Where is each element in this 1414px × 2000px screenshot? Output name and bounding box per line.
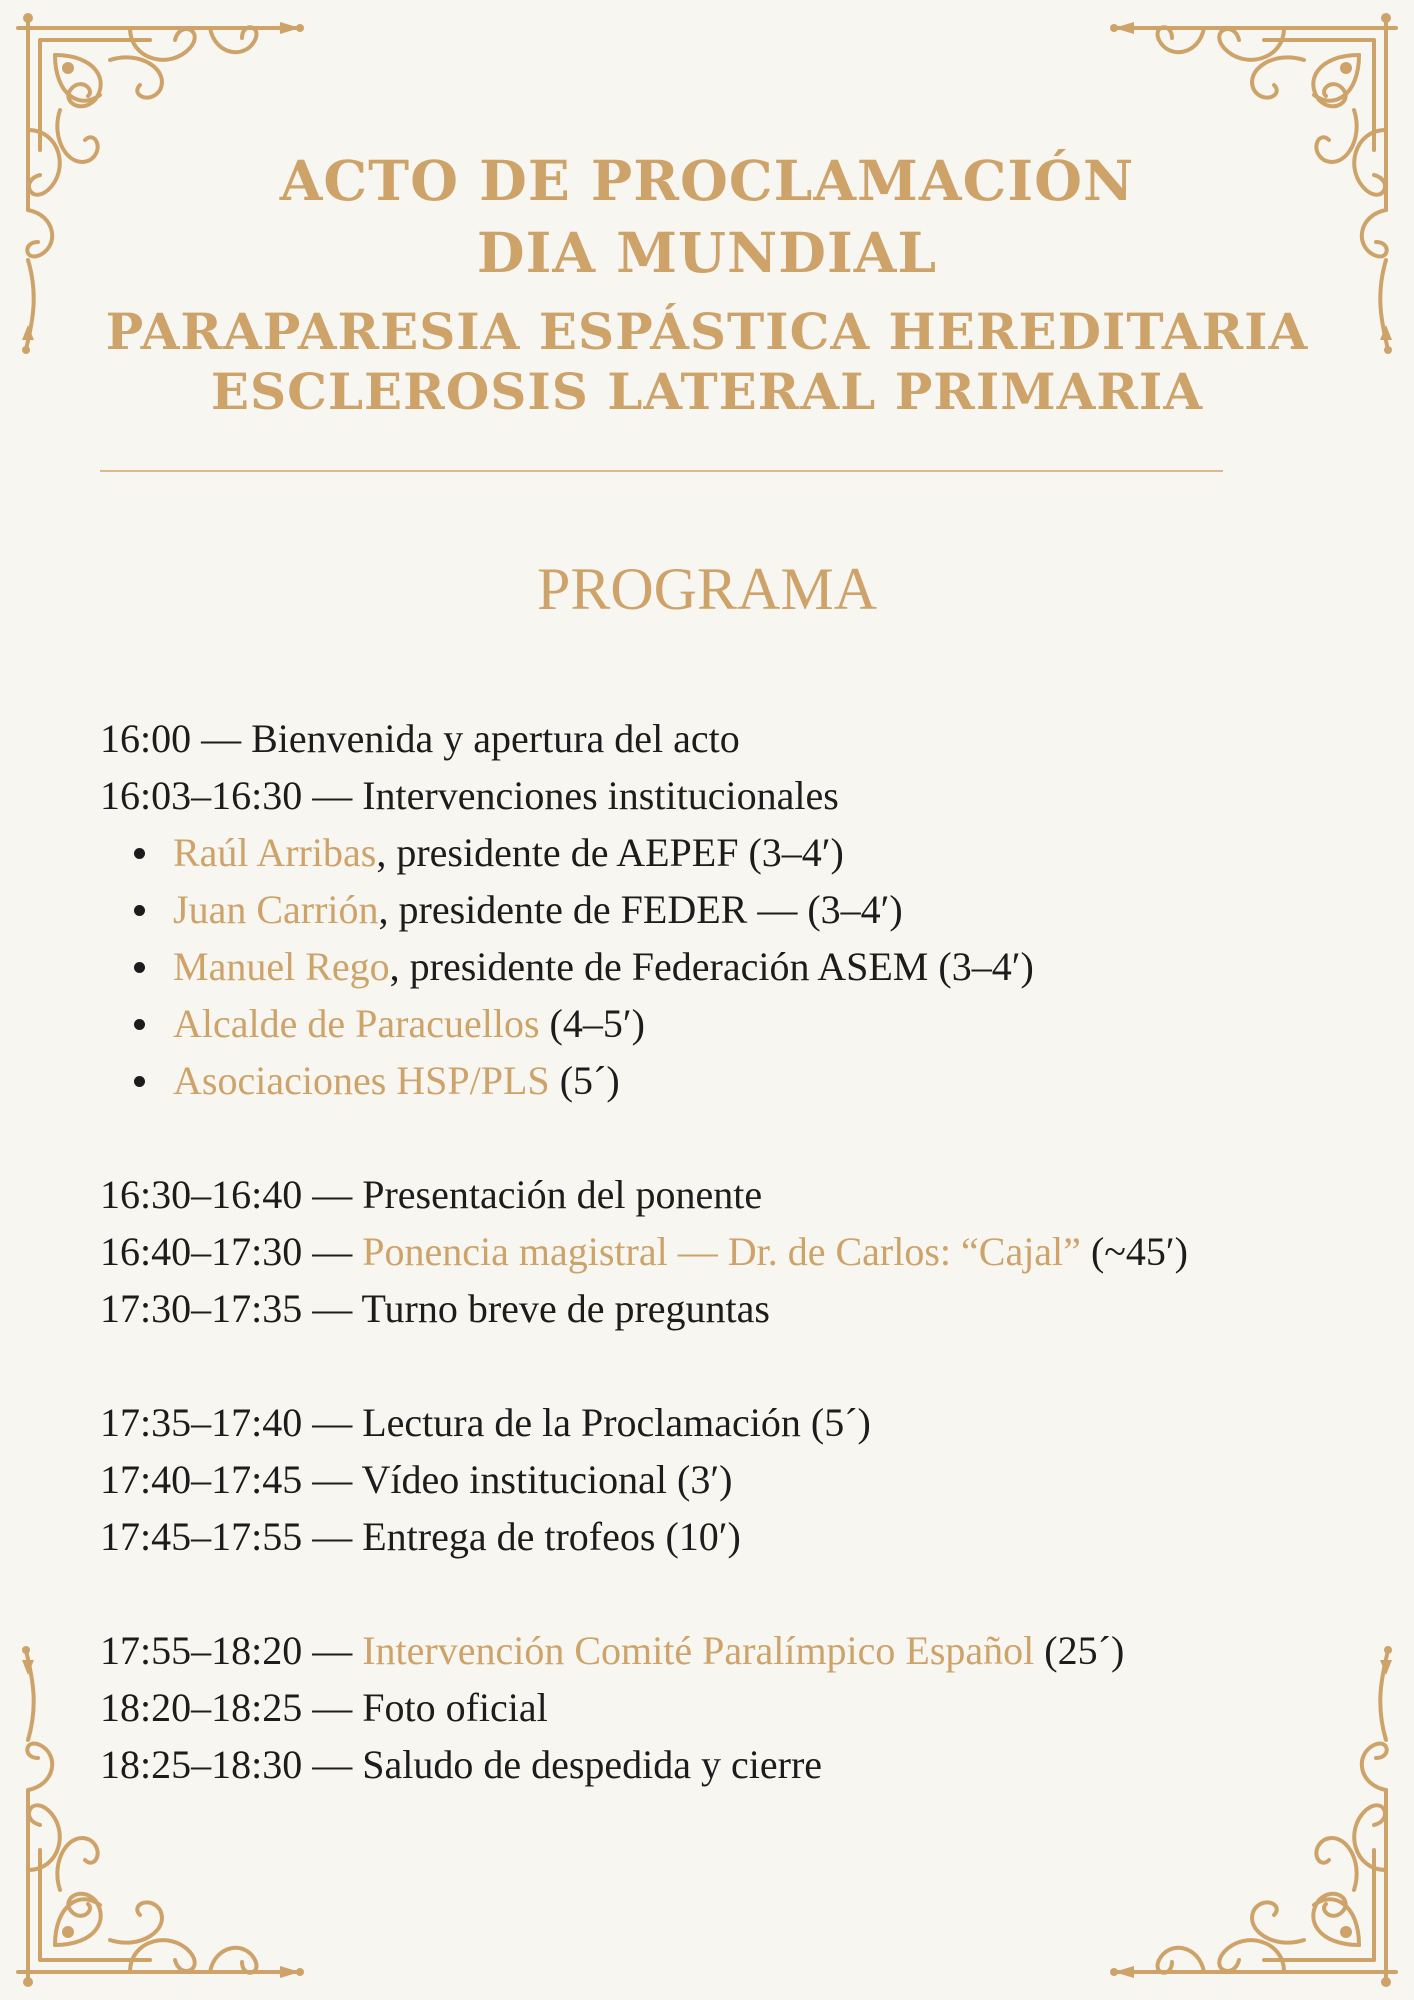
schedule-time: 17:55–18:20 — [100, 1628, 363, 1673]
spacer [100, 1109, 1350, 1166]
schedule-item [100, 1280, 1350, 1337]
schedule-time: 17:45–17:55 — [100, 1514, 363, 1559]
speaker-name: Alcalde de Paracuellos [173, 1001, 540, 1046]
schedule-text: Bienvenida y apertura del acto [251, 716, 740, 761]
schedule-text: Intervenciones institucionales [362, 773, 839, 818]
schedule-item [100, 1679, 1350, 1736]
schedule-list [100, 710, 1350, 1793]
subtitle-line-2: ESCLEROSIS LATERAL PRIMARIA [210, 362, 1204, 421]
schedule-text: Vídeo institucional (3′) [361, 1457, 733, 1502]
speaker-detail: (5´) [549, 1058, 620, 1103]
subtitle-line-1: PARAPARESIA ESPÁSTICA HEREDITARIA [105, 302, 1309, 361]
schedule-item [100, 1622, 1350, 1679]
schedule-item [100, 767, 1350, 824]
schedule-text: Presentación del ponente [362, 1172, 763, 1217]
title-line-2: DIA MUNDIAL [476, 220, 938, 285]
speaker-item [100, 824, 1350, 881]
bullet-icon [134, 962, 145, 973]
speaker-item [100, 995, 1350, 1052]
schedule-item [100, 1736, 1350, 1793]
schedule-time: 16:00 — [100, 716, 252, 761]
schedule-suffix: (25´) [1034, 1628, 1125, 1673]
schedule-item [100, 1394, 1350, 1451]
schedule-item [100, 710, 1350, 767]
schedule-time: 16:03–16:30 — [100, 773, 363, 818]
speaker-detail: (4–5′) [539, 1001, 645, 1046]
schedule-item [100, 1223, 1350, 1280]
schedule-time: 16:30–16:40 — [100, 1172, 363, 1217]
speaker-name: Raúl Arribas [173, 830, 377, 875]
schedule-text: Turno breve de preguntas [361, 1286, 770, 1331]
speaker-name: Manuel Rego [173, 944, 390, 989]
speaker-detail: , presidente de Federación ASEM (3–4′) [389, 944, 1034, 989]
schedule-suffix: (~45′) [1080, 1229, 1188, 1274]
speaker-name: Juan Carrión [173, 887, 379, 932]
spacer [100, 1337, 1350, 1394]
schedule-item [100, 1508, 1350, 1565]
divider [100, 470, 1223, 472]
title-line-1: ACTO DE PROCLAMACIÓN [279, 148, 1135, 213]
schedule-time: 17:40–17:45 — [100, 1457, 362, 1502]
speaker-detail: , presidente de FEDER — (3–4′) [378, 887, 903, 932]
bullet-icon [134, 1076, 145, 1087]
bullet-icon [134, 905, 145, 916]
schedule-time: 18:20–18:25 — [100, 1685, 363, 1730]
speaker-name: Asociaciones HSP/PLS [173, 1058, 550, 1103]
schedule-text: Saludo de despedida y cierre [362, 1742, 823, 1787]
schedule-highlight: Intervención Comité Paralímpico Español [362, 1628, 1035, 1673]
schedule-text: Foto oficial [362, 1685, 548, 1730]
schedule-time: 17:35–17:40 — [100, 1400, 363, 1445]
section-title: PROGRAMA [536, 556, 878, 622]
schedule-time: 17:30–17:35 — [100, 1286, 362, 1331]
speaker-item [100, 1052, 1350, 1109]
schedule-time: 18:25–18:30 — [100, 1742, 363, 1787]
bullet-icon [134, 1019, 145, 1030]
schedule-text: Entrega de trofeos (10′) [362, 1514, 741, 1559]
schedule-item [100, 1166, 1350, 1223]
speaker-item [100, 938, 1350, 995]
schedule-item [100, 1451, 1350, 1508]
speaker-item [100, 881, 1350, 938]
schedule-time: 16:40–17:30 — [100, 1229, 363, 1274]
schedule-text: Lectura de la Proclamación (5´) [362, 1400, 871, 1445]
bullet-icon [134, 848, 145, 859]
spacer [100, 1565, 1350, 1622]
speaker-detail: , presidente de AEPEF (3–4′) [376, 830, 844, 875]
schedule-highlight: Ponencia magistral — Dr. de Carlos: “Cajal” [362, 1229, 1081, 1274]
